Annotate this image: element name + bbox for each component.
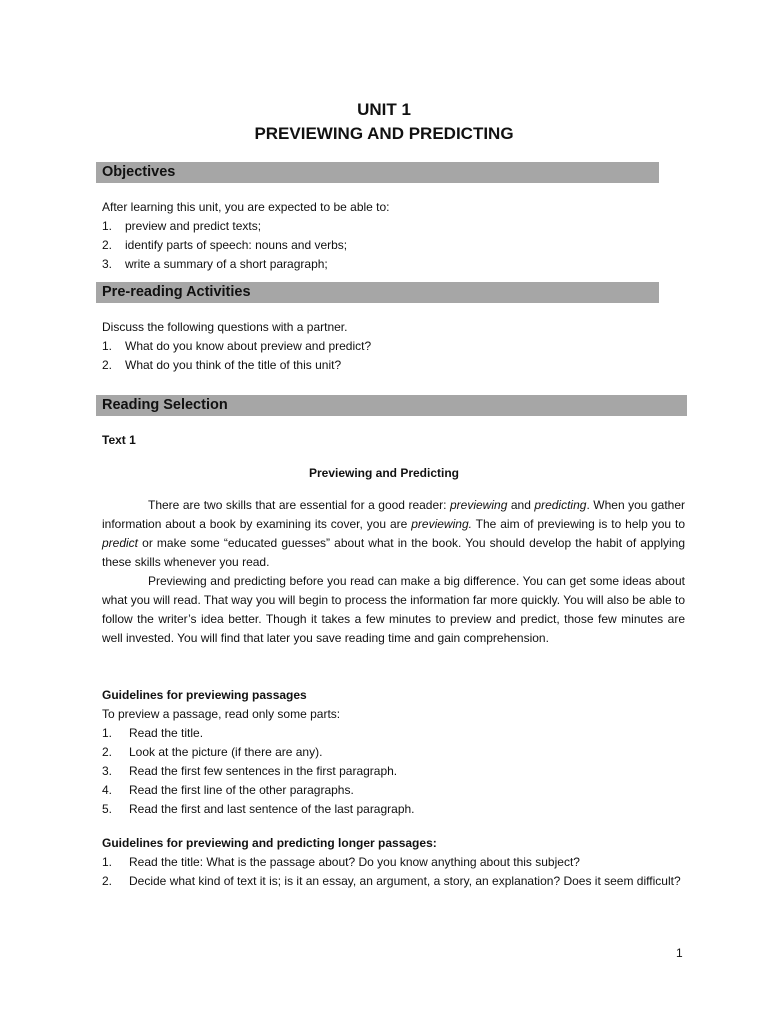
guidelines-short-list [102,724,415,819]
paragraph-1: There are two skills that are essential for a good reader: previewing and predicting. When you gather information about a book by examining its cover, you are previewing. The aim of previewing is to help you to predict or make some “educated guesses” about what in the book. You should develop the habit of applying these skills whenever you read. [102,498,686,569]
list-item: 1. What do you know about preview and predict? [102,339,372,353]
text-title: Previewing and Predicting [308,466,460,480]
paragraph-2: Previewing and predicting before you read can make a big difference. You can get some ideas about what you will read. That way you will begin to process the information far more quickly. You will also be able to follow the writer’s idea better. Though it takes a few minutes to preview and predict, those few minutes are well invested. You will find that later you save reading time and gain comprehension. [102,574,685,645]
list-item: 5. Read the first and last sentence of the last paragraph. [102,802,415,816]
prereading-heading: Pre-reading Activities [96,282,659,303]
objectives-heading: Objectives [96,162,659,183]
list-item: 1. preview and predict texts; [102,219,262,233]
guidelines-long-list [102,853,685,891]
objectives-intro: After learning this unit, you are expected to be able to: [102,200,390,214]
list-item: 4. Read the first line of the other paragraphs. [102,783,354,797]
objectives-list [102,217,347,274]
list-item: 2. Decide what kind of text it is; is it an essay, an argument, a story, an explanation? Does it seem difficult? [102,874,681,888]
unit-title: PREVIEWING AND PREDICTING [254,124,514,143]
list-item: 1. Read the title. [102,726,204,740]
list-item: 2. What do you think of the title of this unit? [102,358,342,372]
prereading-list [102,337,371,375]
text-label: Text 1 [102,433,136,447]
unit-label: UNIT 1 [357,100,411,119]
title-block [0,98,768,146]
list-item: 3. write a summary of a short paragraph; [102,257,328,271]
page-number: 1 [676,946,683,960]
list-item: 1. Read the title: What is the passage about? Do you know anything about this subject? [102,855,580,869]
reading-heading: Reading Selection [96,395,687,416]
list-item: 2. Look at the picture (if there are any). [102,745,323,759]
list-item: 2. identify parts of speech: nouns and verbs; [102,238,348,252]
list-item: 3. Read the first few sentences in the first paragraph. [102,764,398,778]
guidelines-long-heading: Guidelines for previewing and predicting longer passages: [102,836,437,850]
prereading-intro: Discuss the following questions with a partner. [102,320,348,334]
guidelines-short-heading: Guidelines for previewing passages [102,688,307,702]
guidelines-short-intro: To preview a passage, read only some parts: [102,707,341,721]
